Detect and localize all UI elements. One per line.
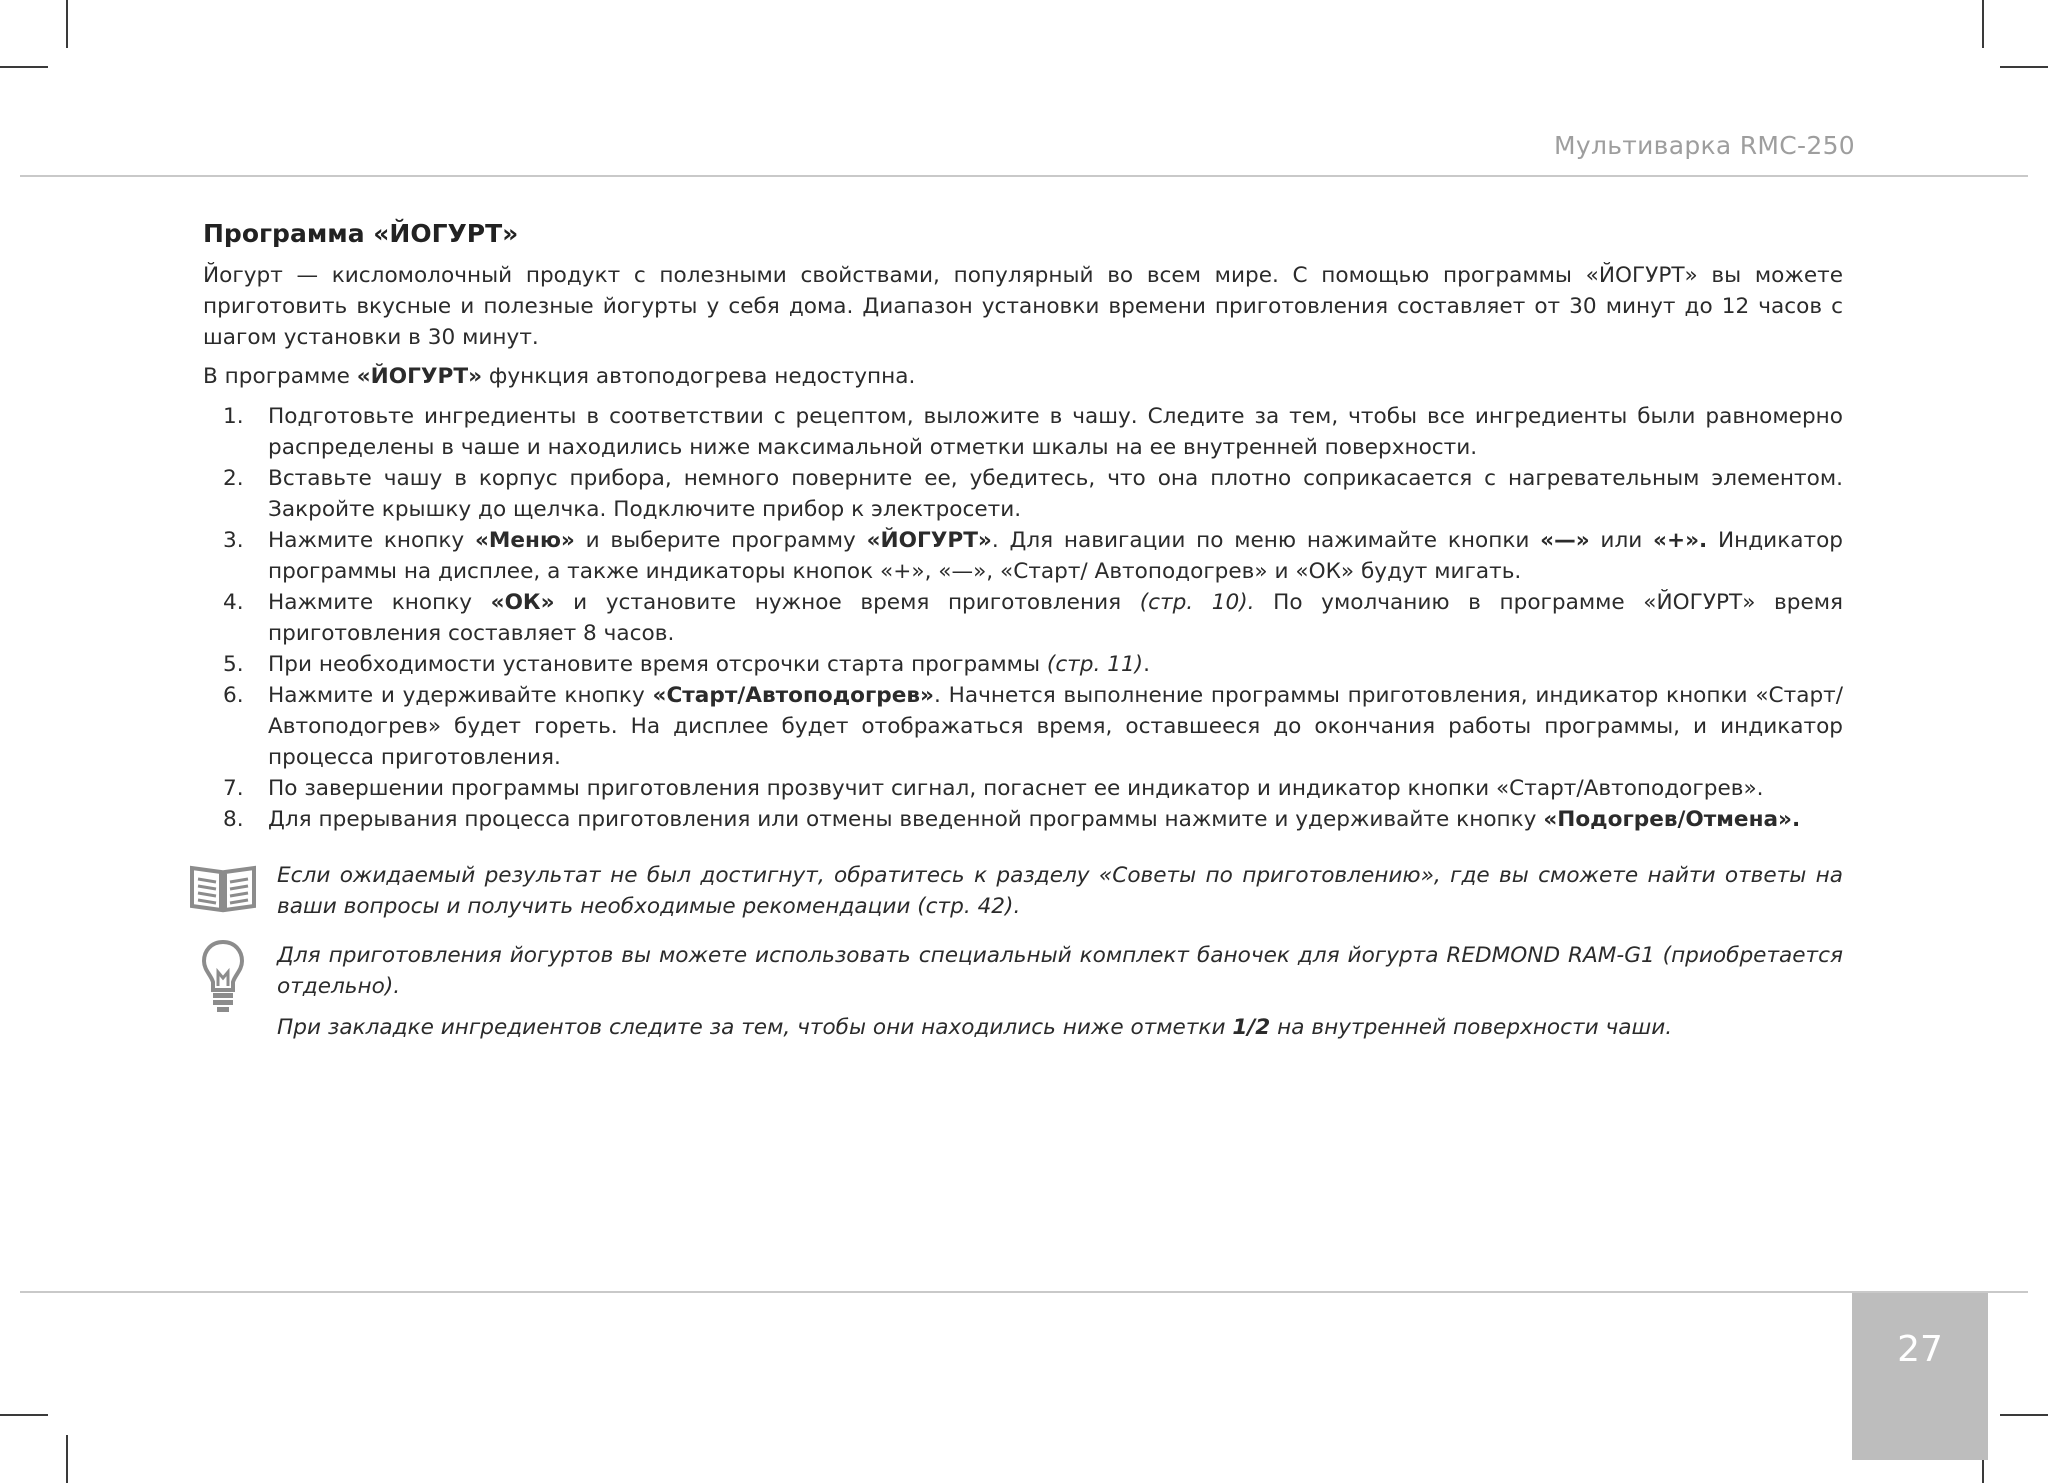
step-item: 2. Вставьте чашу в корпус прибора, немного поверните ее, убедитесь, что она плотно соприкасается с нагревательным элементом. Закройте крышку до щелчка. Подключите прибор к электросети.	[223, 466, 1843, 522]
crop-mark	[66, 0, 68, 48]
crop-mark	[0, 66, 48, 68]
crop-mark	[2000, 66, 2048, 68]
header-divider	[20, 175, 2028, 177]
step-item: 5. При необходимости установите время отсрочки старта программы (стр. 11).	[223, 652, 1150, 677]
book-icon	[188, 862, 258, 918]
step-item: 6. Нажмите и удерживайте кнопку «Старт/Автоподогрев». Начнется выполнение программы приготовления, индикатор кнопки «Старт/Автоподогрев» будет гореть. На дисплее будет отображаться время, оставшееся до окончания работы программы, и индикатор процесса приготовления.	[223, 683, 1844, 770]
crop-mark	[1982, 0, 1984, 48]
crop-mark	[2000, 1414, 2048, 1416]
step-item: 1. Подготовьте ингредиенты в соответствии с рецептом, выложите в чашу. Следите за тем, чтобы все ингредиенты были равномерно распределены в чаше и находились ниже максимальной отметки шкалы на ее внутренней поверхности.	[223, 404, 1843, 460]
crop-mark	[0, 1414, 48, 1416]
page-number-box	[1852, 1293, 1988, 1460]
autoheat-notice: В программе «ЙОГУРТ» функция автоподогрева недоступна.	[203, 364, 916, 389]
steps-list	[203, 401, 1843, 835]
step-item: 7. По завершении программы приготовления прозвучит сигнал, погаснет ее индикатор и индикатор кнопки «Старт/Автоподогрев».	[223, 776, 1764, 801]
intro-paragraph: Йогурт — кисломолочный продукт с полезными свойствами, популярный во всем мире. С помощью программы «ЙОГУРТ» вы можете приготовить вкусные и полезные йогурты у себя дома. Диапазон установки времени приготовления составляет от 30 минут до 12 часов с шагом установки в 30 минут.	[203, 263, 1843, 350]
running-header: Мультиварка RMC-250	[1553, 131, 1855, 160]
section-title: Программа «ЙОГУРТ»	[203, 219, 519, 248]
lightbulb-icon	[200, 938, 246, 1018]
step-item: 3. Нажмите кнопку «Меню» и выберите программу «ЙОГУРТ». Для навигации по меню нажимайте кнопки «—» или «+». Индикатор программы на дисплее, а также индикаторы кнопок «+», «—», «Старт/ Автоподогрев» и «ОК» будут мигать.	[223, 528, 1843, 584]
ingredients-level-tip: При закладке ингредиентов следите за тем, чтобы они находились ниже отметки 1/2 на внутренней поверхности чаши.	[277, 1015, 1673, 1040]
yogurt-jars-tip: Для приготовления йогуртов вы можете использовать специальный комплект баночек для йогурта REDMOND RAM-G1 (приобретается отдельно).	[277, 943, 1843, 999]
book-tip-text: Если ожидаемый результат не был достигнут, обратитесь к разделу «Советы по приготовлению», где вы сможете найти ответы на ваши вопросы и получить необходимые рекомендации (стр. 42).	[277, 863, 1843, 919]
step-item: 8. Для прерывания процесса приготовления или отмены введенной программы нажмите и удерживайте кнопку «Подогрев/Отмена».	[223, 807, 1801, 832]
footer-divider	[20, 1291, 2028, 1293]
crop-mark	[66, 1435, 68, 1483]
step-item: 4. Нажмите кнопку «ОК» и установите нужное время приготовления (стр. 10). По умолчанию в программе «ЙОГУРТ» время приготовления составляет 8 часов.	[223, 590, 1844, 646]
page-number: 27	[1897, 1329, 1943, 1370]
